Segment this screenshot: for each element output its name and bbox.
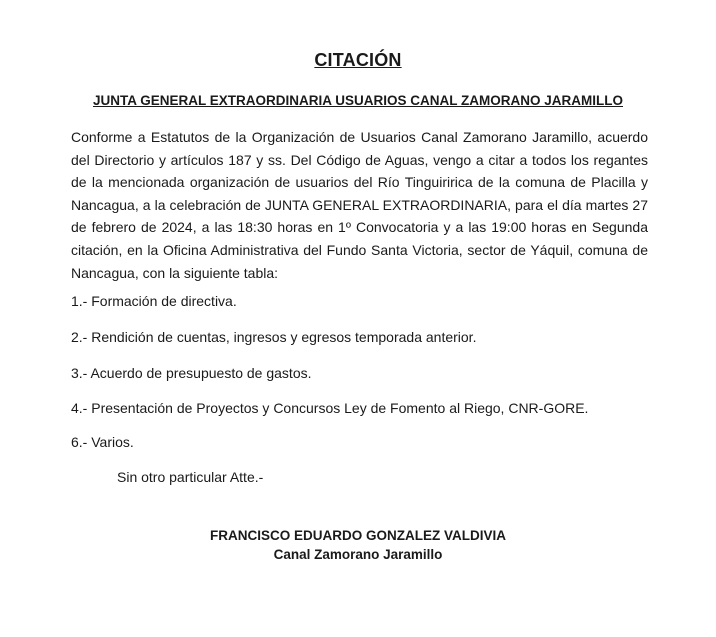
agenda-item-1: 1.- Formación de directiva. <box>71 293 237 309</box>
agenda-item-3: 3.- Acuerdo de presupuesto de gastos. <box>71 365 312 381</box>
signer-name: FRANCISCO EDUARDO GONZALEZ VALDIVIA <box>210 528 506 543</box>
body-paragraph: Conforme a Estatutos de la Organización de Usuarios Canal Zamorano Jaramillo, acuerdo del Directorio y artículos 187 y ss. Del Código de Aguas, vengo a citar a todos los regantes de la mencionada organización de usuarios del Río Tinguiririca de la comuna de Placilla y Nancagua, a la celebración de JUNTA GENERAL EXTRAORDINARIA, para el día martes 27 de febrero de 2024, a las 18:30 horas en 1º Convocatoria y a las 19:00 horas en Segunda citación, en la Oficina Administrativa del Fundo Santa Victoria, sector de Yáquil, comuna de Nancagua, con la siguiente tabla: <box>71 129 648 281</box>
document-subtitle: JUNTA GENERAL EXTRAORDINARIA USUARIOS CANAL ZAMORANO JARAMILLO <box>92 93 623 108</box>
signer-organization: Canal Zamorano Jaramillo <box>273 547 443 562</box>
document-title: CITACIÓN <box>314 50 402 70</box>
agenda-item-4: 4.- Presentación de Proyectos y Concursos Ley de Fomento al Riego, CNR-GORE. <box>71 400 589 416</box>
agenda-item-2: 2.- Rendición de cuentas, ingresos y egresos temporada anterior. <box>71 329 477 345</box>
agenda-item-6: 6.- Varios. <box>71 434 134 450</box>
closing-text: Sin otro particular Atte.- <box>117 469 264 485</box>
